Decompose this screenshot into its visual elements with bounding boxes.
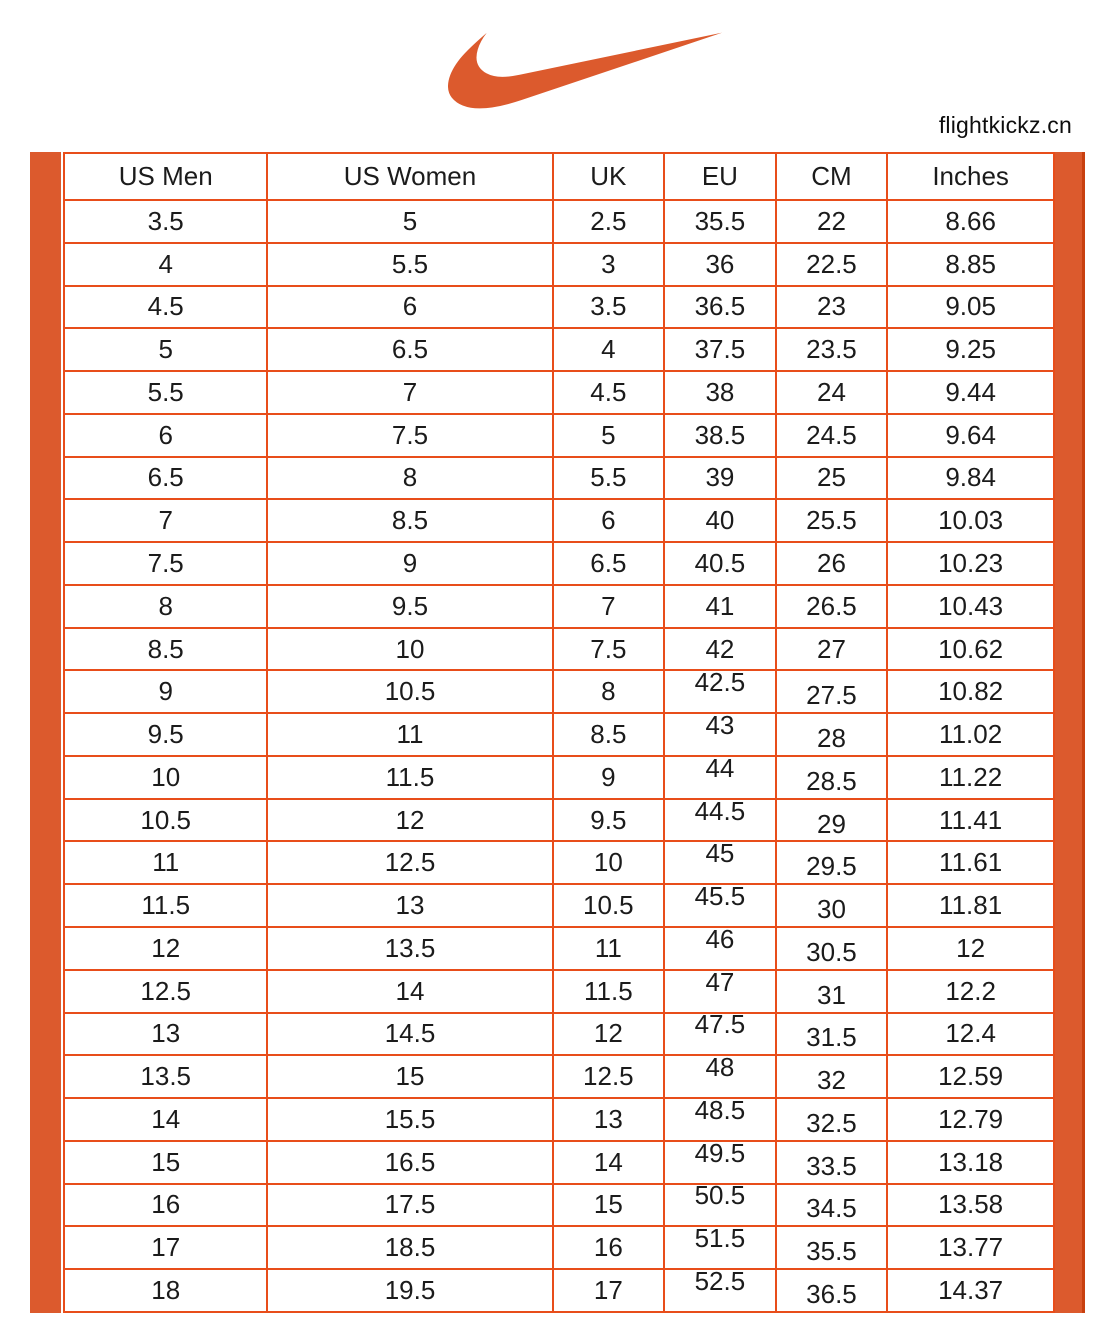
cell: 48 <box>664 1055 776 1098</box>
cell: 10.5 <box>553 884 665 927</box>
cell: 29.5 <box>776 841 888 884</box>
cell: 17 <box>553 1269 665 1312</box>
cell: 7.5 <box>267 414 552 457</box>
table-row <box>64 884 1054 927</box>
cell: 12.4 <box>887 1013 1054 1056</box>
cell: 11.61 <box>887 841 1054 884</box>
cell: 47.5 <box>664 1013 776 1056</box>
cell: 14.5 <box>267 1013 552 1056</box>
cell: 8.5 <box>267 499 552 542</box>
cell: 6.5 <box>64 457 267 500</box>
cell: 7 <box>553 585 665 628</box>
cell: 36.5 <box>776 1269 888 1312</box>
cell: 5.5 <box>553 457 665 500</box>
table-head <box>64 153 1054 200</box>
cell: 15.5 <box>267 1098 552 1141</box>
cell: 4.5 <box>64 286 267 329</box>
cell: 37.5 <box>664 328 776 371</box>
cell: 43 <box>664 713 776 756</box>
cell: 30.5 <box>776 927 888 970</box>
cell: 10.43 <box>887 585 1054 628</box>
cell: 10.82 <box>887 670 1054 713</box>
cell: 9.5 <box>553 799 665 842</box>
cell: 13.5 <box>267 927 552 970</box>
cell: 19.5 <box>267 1269 552 1312</box>
cell: 44 <box>664 756 776 799</box>
column-header: US Women <box>267 153 552 200</box>
cell: 8.5 <box>553 713 665 756</box>
cell: 4 <box>64 243 267 286</box>
cell: 13.18 <box>887 1141 1054 1184</box>
cell: 8.5 <box>64 628 267 671</box>
cell: 29 <box>776 799 888 842</box>
cell: 5 <box>553 414 665 457</box>
cell: 8 <box>64 585 267 628</box>
cell: 24 <box>776 371 888 414</box>
cell: 49.5 <box>664 1141 776 1184</box>
cell: 17.5 <box>267 1184 552 1227</box>
cell: 35.5 <box>776 1226 888 1269</box>
cell: 10.5 <box>267 670 552 713</box>
cell: 14.37 <box>887 1269 1054 1312</box>
cell: 52.5 <box>664 1269 776 1312</box>
cell: 10 <box>267 628 552 671</box>
cell: 16.5 <box>267 1141 552 1184</box>
cell: 9.84 <box>887 457 1054 500</box>
cell: 34.5 <box>776 1184 888 1227</box>
cell: 18 <box>64 1269 267 1312</box>
cell: 40.5 <box>664 542 776 585</box>
cell: 27 <box>776 628 888 671</box>
cell: 26 <box>776 542 888 585</box>
table-row <box>64 542 1054 585</box>
cell: 11.41 <box>887 799 1054 842</box>
cell: 11.02 <box>887 713 1054 756</box>
cell: 15 <box>553 1184 665 1227</box>
cell: 45 <box>664 841 776 884</box>
column-header: US Men <box>64 153 267 200</box>
table-row <box>64 457 1054 500</box>
table-row <box>64 1184 1054 1227</box>
cell: 35.5 <box>664 200 776 243</box>
cell: 7.5 <box>64 542 267 585</box>
cell: 10.62 <box>887 628 1054 671</box>
column-header: Inches <box>887 153 1054 200</box>
left-accent-bar <box>30 152 61 1313</box>
table-body <box>64 200 1054 1312</box>
cell: 51.5 <box>664 1226 776 1269</box>
table-row <box>64 1055 1054 1098</box>
size-chart <box>30 152 1085 1313</box>
column-header: UK <box>553 153 665 200</box>
cell: 6 <box>553 499 665 542</box>
cell: 11.5 <box>553 970 665 1013</box>
table-row <box>64 927 1054 970</box>
table-row <box>64 499 1054 542</box>
nike-swoosh-icon <box>448 20 724 121</box>
cell: 10.23 <box>887 542 1054 585</box>
cell: 6.5 <box>267 328 552 371</box>
cell: 28 <box>776 713 888 756</box>
cell: 14 <box>553 1141 665 1184</box>
cell: 8.66 <box>887 200 1054 243</box>
cell: 11.81 <box>887 884 1054 927</box>
cell: 45.5 <box>664 884 776 927</box>
table-row <box>64 713 1054 756</box>
cell: 9.64 <box>887 414 1054 457</box>
table-row <box>64 1226 1054 1269</box>
header-row <box>64 153 1054 200</box>
size-table <box>63 152 1055 1313</box>
table-row <box>64 328 1054 371</box>
cell: 8 <box>553 670 665 713</box>
cell: 9.5 <box>267 585 552 628</box>
cell: 31 <box>776 970 888 1013</box>
cell: 13 <box>267 884 552 927</box>
cell: 25 <box>776 457 888 500</box>
cell: 6.5 <box>553 542 665 585</box>
site-label: flightkickz.cn <box>938 112 1072 138</box>
cell: 11 <box>553 927 665 970</box>
cell: 11.5 <box>64 884 267 927</box>
cell: 36.5 <box>664 286 776 329</box>
cell: 42 <box>664 628 776 671</box>
cell: 13.77 <box>887 1226 1054 1269</box>
cell: 26.5 <box>776 585 888 628</box>
cell: 5.5 <box>64 371 267 414</box>
cell: 42.5 <box>664 670 776 713</box>
table-row <box>64 756 1054 799</box>
cell: 10 <box>553 841 665 884</box>
table-row <box>64 970 1054 1013</box>
cell: 38 <box>664 371 776 414</box>
cell: 4.5 <box>553 371 665 414</box>
cell: 44.5 <box>664 799 776 842</box>
cell: 14 <box>64 1098 267 1141</box>
cell: 14 <box>267 970 552 1013</box>
cell: 9.05 <box>887 286 1054 329</box>
column-header: CM <box>776 153 888 200</box>
cell: 47 <box>664 970 776 1013</box>
table-row <box>64 1098 1054 1141</box>
cell: 3.5 <box>553 286 665 329</box>
table-row <box>64 371 1054 414</box>
cell: 48.5 <box>664 1098 776 1141</box>
cell: 7 <box>64 499 267 542</box>
cell: 9.44 <box>887 371 1054 414</box>
cell: 39 <box>664 457 776 500</box>
cell: 18.5 <box>267 1226 552 1269</box>
cell: 16 <box>553 1226 665 1269</box>
cell: 5.5 <box>267 243 552 286</box>
cell: 33.5 <box>776 1141 888 1184</box>
cell: 9.5 <box>64 713 267 756</box>
cell: 25.5 <box>776 499 888 542</box>
table-row <box>64 200 1054 243</box>
cell: 27.5 <box>776 670 888 713</box>
cell: 5 <box>267 200 552 243</box>
cell: 2.5 <box>553 200 665 243</box>
table-row <box>64 585 1054 628</box>
table-row <box>64 841 1054 884</box>
cell: 11.5 <box>267 756 552 799</box>
table-row <box>64 628 1054 671</box>
cell: 23.5 <box>776 328 888 371</box>
cell: 4 <box>553 328 665 371</box>
table-row <box>64 414 1054 457</box>
table-row <box>64 243 1054 286</box>
cell: 3.5 <box>64 200 267 243</box>
cell: 41 <box>664 585 776 628</box>
cell: 13.58 <box>887 1184 1054 1227</box>
cell: 15 <box>267 1055 552 1098</box>
cell: 6 <box>267 286 552 329</box>
cell: 6 <box>64 414 267 457</box>
cell: 9 <box>64 670 267 713</box>
cell: 12 <box>64 927 267 970</box>
cell: 24.5 <box>776 414 888 457</box>
cell: 22 <box>776 200 888 243</box>
cell: 36 <box>664 243 776 286</box>
cell: 30 <box>776 884 888 927</box>
cell: 11.22 <box>887 756 1054 799</box>
cell: 46 <box>664 927 776 970</box>
cell: 13 <box>553 1098 665 1141</box>
cell: 7 <box>267 371 552 414</box>
right-accent-bar <box>1055 152 1085 1313</box>
cell: 12.5 <box>64 970 267 1013</box>
cell: 50.5 <box>664 1184 776 1227</box>
cell: 40 <box>664 499 776 542</box>
table-row <box>64 1269 1054 1312</box>
cell: 7.5 <box>553 628 665 671</box>
cell: 3 <box>553 243 665 286</box>
cell: 22.5 <box>776 243 888 286</box>
cell: 8 <box>267 457 552 500</box>
cell: 12.5 <box>553 1055 665 1098</box>
cell: 12.59 <box>887 1055 1054 1098</box>
cell: 5 <box>64 328 267 371</box>
cell: 12.5 <box>267 841 552 884</box>
cell: 10 <box>64 756 267 799</box>
cell: 10.03 <box>887 499 1054 542</box>
cell: 12.79 <box>887 1098 1054 1141</box>
cell: 38.5 <box>664 414 776 457</box>
cell: 12.2 <box>887 970 1054 1013</box>
cell: 12 <box>267 799 552 842</box>
column-header: EU <box>664 153 776 200</box>
cell: 9.25 <box>887 328 1054 371</box>
cell: 12 <box>553 1013 665 1056</box>
cell: 28.5 <box>776 756 888 799</box>
cell: 17 <box>64 1226 267 1269</box>
cell: 32 <box>776 1055 888 1098</box>
cell: 9 <box>553 756 665 799</box>
cell: 15 <box>64 1141 267 1184</box>
cell: 32.5 <box>776 1098 888 1141</box>
table-row <box>64 670 1054 713</box>
cell: 13 <box>64 1013 267 1056</box>
cell: 9 <box>267 542 552 585</box>
table-row <box>64 286 1054 329</box>
table-row <box>64 1013 1054 1056</box>
cell: 16 <box>64 1184 267 1227</box>
cell: 11 <box>267 713 552 756</box>
cell: 31.5 <box>776 1013 888 1056</box>
cell: 13.5 <box>64 1055 267 1098</box>
table-row <box>64 1141 1054 1184</box>
table-row <box>64 799 1054 842</box>
cell: 10.5 <box>64 799 267 842</box>
cell: 23 <box>776 286 888 329</box>
cell: 8.85 <box>887 243 1054 286</box>
cell: 12 <box>887 927 1054 970</box>
cell: 11 <box>64 841 267 884</box>
